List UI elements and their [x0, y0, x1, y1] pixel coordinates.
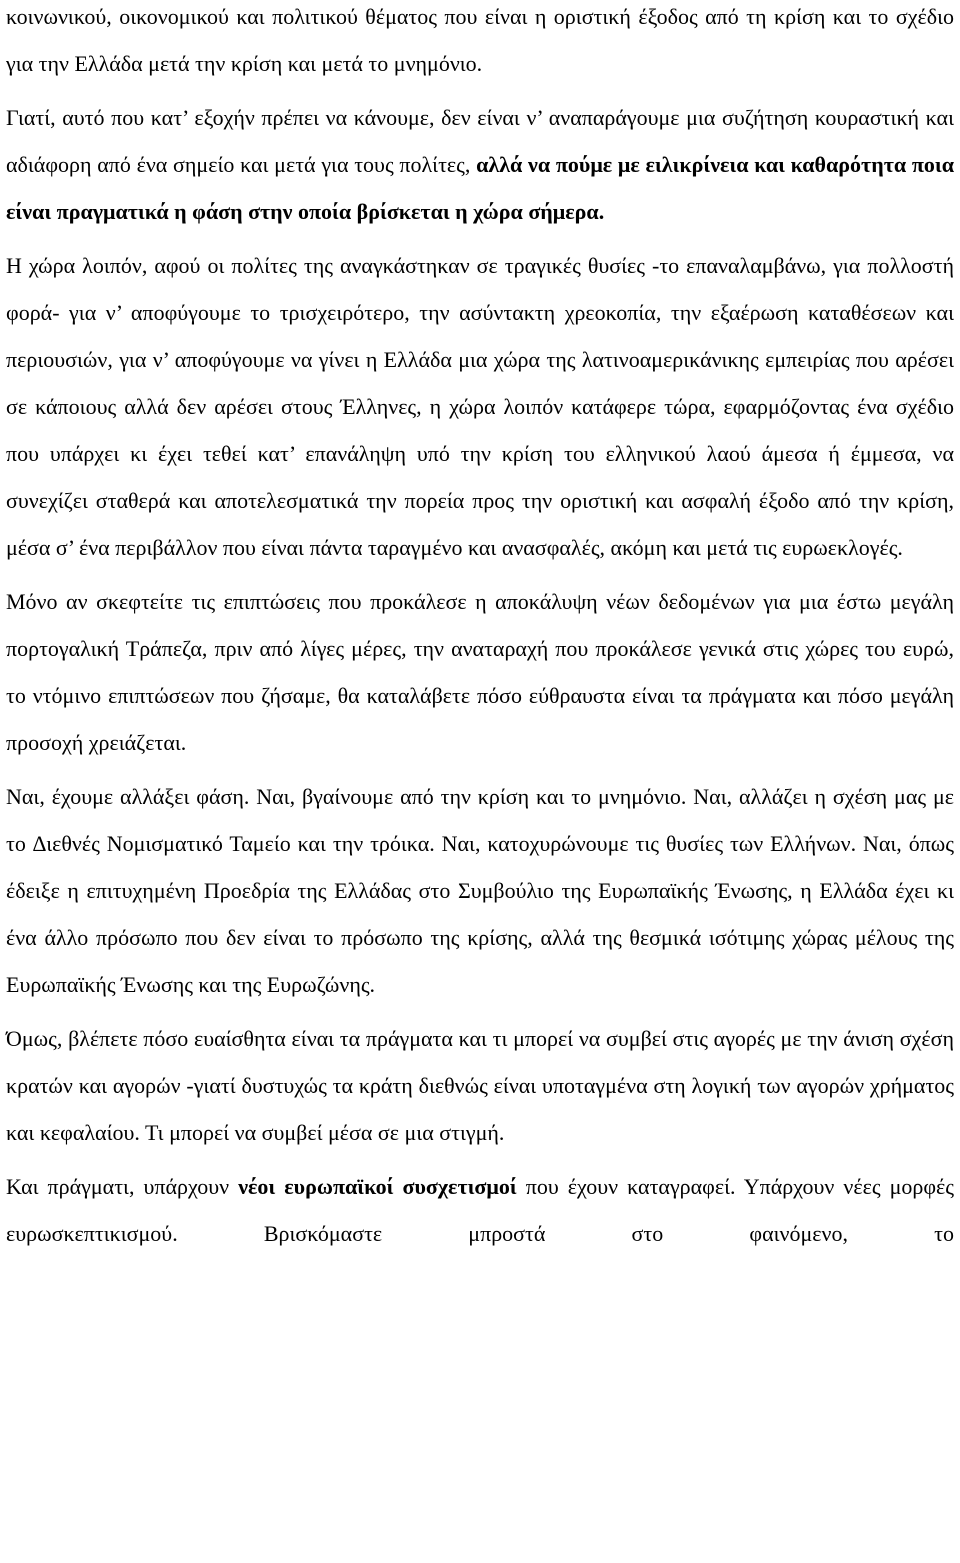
- paragraph-bold-text: νέοι ευρωπαϊκοί συσχετισμοί: [238, 1174, 517, 1199]
- paragraph-text: κοινωνικού, οικονομικού και πολιτικού θέματος που είναι η οριστική έξοδος από τη κρίση και το σχέδιο για την Ελλάδα μετά την κρίση και μετά το μνημόνιο.: [6, 4, 954, 76]
- paragraph-bold-text: αλλά να πούμε με ειλικρίνεια και καθαρότητα ποια είναι πραγματικά η φάση στην οποία βρίσκεται η χώρα σήμερα.: [6, 152, 954, 224]
- paragraph-text: Και πράγματι, υπάρχουν: [6, 1174, 239, 1199]
- paragraph-text: που έχουν καταγραφεί. Υπάρχουν νέες μορφές ευρωσκεπτικισμού. Βρισκόμαστε μπροστά στο φαινόμενο, το: [6, 1174, 955, 1246]
- paragraph-text: Μόνο αν σκεφτείτε τις επιπτώσεις που προκάλεσε η αποκάλυψη νέων δεδομένων για μια έστω μεγάλη πορτογαλική Τράπεζα, πριν από λίγες μέρες, την αναταραχή που προκάλεσε γενικά στις χώρες του ευρώ, το ντόμινο επιπτώσεων που ζήσαμε, θα καταλάβετε πόσο εύθραυστα είναι τα πράγματα και πόσο μεγάλη προσοχή χρειάζεται.: [6, 589, 954, 755]
- paragraph-5: [6, 773, 954, 1008]
- paragraph-2: [6, 94, 954, 235]
- paragraph-6: [6, 1015, 954, 1156]
- paragraph-text: Όμως, βλέπετε πόσο ευαίσθητα είναι τα πράγματα και τι μπορεί να συμβεί στις αγορές με την άνιση σχέση κρατών και αγορών -γιατί δυστυχώς τα κράτη διεθνώς είναι υποταγμένα στη λογική των αγορών χρήματος και κεφαλαίου. Τι μπορεί να συμβεί μέσα σε μια στιγμή.: [6, 1026, 954, 1145]
- paragraph-7: [6, 1163, 954, 1257]
- paragraph-text: Γιατί, αυτό που κατ’ εξοχήν πρέπει να κάνουμε, δεν είναι ν’ αναπαράγουμε μια συζήτηση κουραστική και αδιάφορη από ένα σημείο και μετά για τους πολίτες,: [6, 105, 954, 177]
- paragraph-text: Ναι, έχουμε αλλάξει φάση. Ναι, βγαίνουμε από την κρίση και το μνημόνιο. Ναι, αλλάζει η σχέση μας με το ∆ιεθνές Νομισματικό Ταμείο και την τρόικα. Ναι, κατοχυρώνουμε τις θυσίες των Ελλήνων. Ναι, όπως έδειξε η επιτυχημένη Προεδρία της Ελλάδας στο Συμβούλιο της Ευρωπαϊκής Ένωσης, η Ελλάδα έχει κι ένα άλλο πρόσωπο που δεν είναι το πρόσωπο της κρίσης, αλλά της θεσμικά ισότιμης χώρας μέλους της Ευρωπαϊκής Ένωσης και της Ευρωζώνης.: [6, 784, 954, 997]
- paragraph-3: [6, 242, 954, 571]
- paragraph-4: [6, 578, 954, 766]
- paragraph-1: [6, 0, 954, 87]
- paragraph-text: Η χώρα λοιπόν, αφού οι πολίτες της αναγκάστηκαν σε τραγικές θυσίες -το επαναλαμβάνω, για πολλοστή φορά- για ν’ αποφύγουμε το τρισχειρότερο, την ασύντακτη χρεοκοπία, την εξαέρωση καταθέσεων και περιουσιών, για ν’ αποφύγουμε να γίνει η Ελλάδα μια χώρα της λατινοαμερικάνικης εμπειρίας που αρέσει σε κάποιους αλλά δεν αρέσει στους Έλληνες, η χώρα λοιπόν κατάφερε τώρα, εφαρμόζοντας ένα σχέδιο που υπάρχει κι έχει τεθεί κατ’ επανάληψη υπό την κρίση του ελληνικού λαού άμεσα ή έμμεσα, να συνεχίζει σταθερά και αποτελεσματικά την πορεία προς την οριστική και ασφαλή έξοδο από την κρίση, μέσα σ’ ένα περιβάλλον που είναι πάντα ταραγμένο και ανασφαλές, ακόμη και μετά τις ευρωεκλογές.: [6, 253, 954, 560]
